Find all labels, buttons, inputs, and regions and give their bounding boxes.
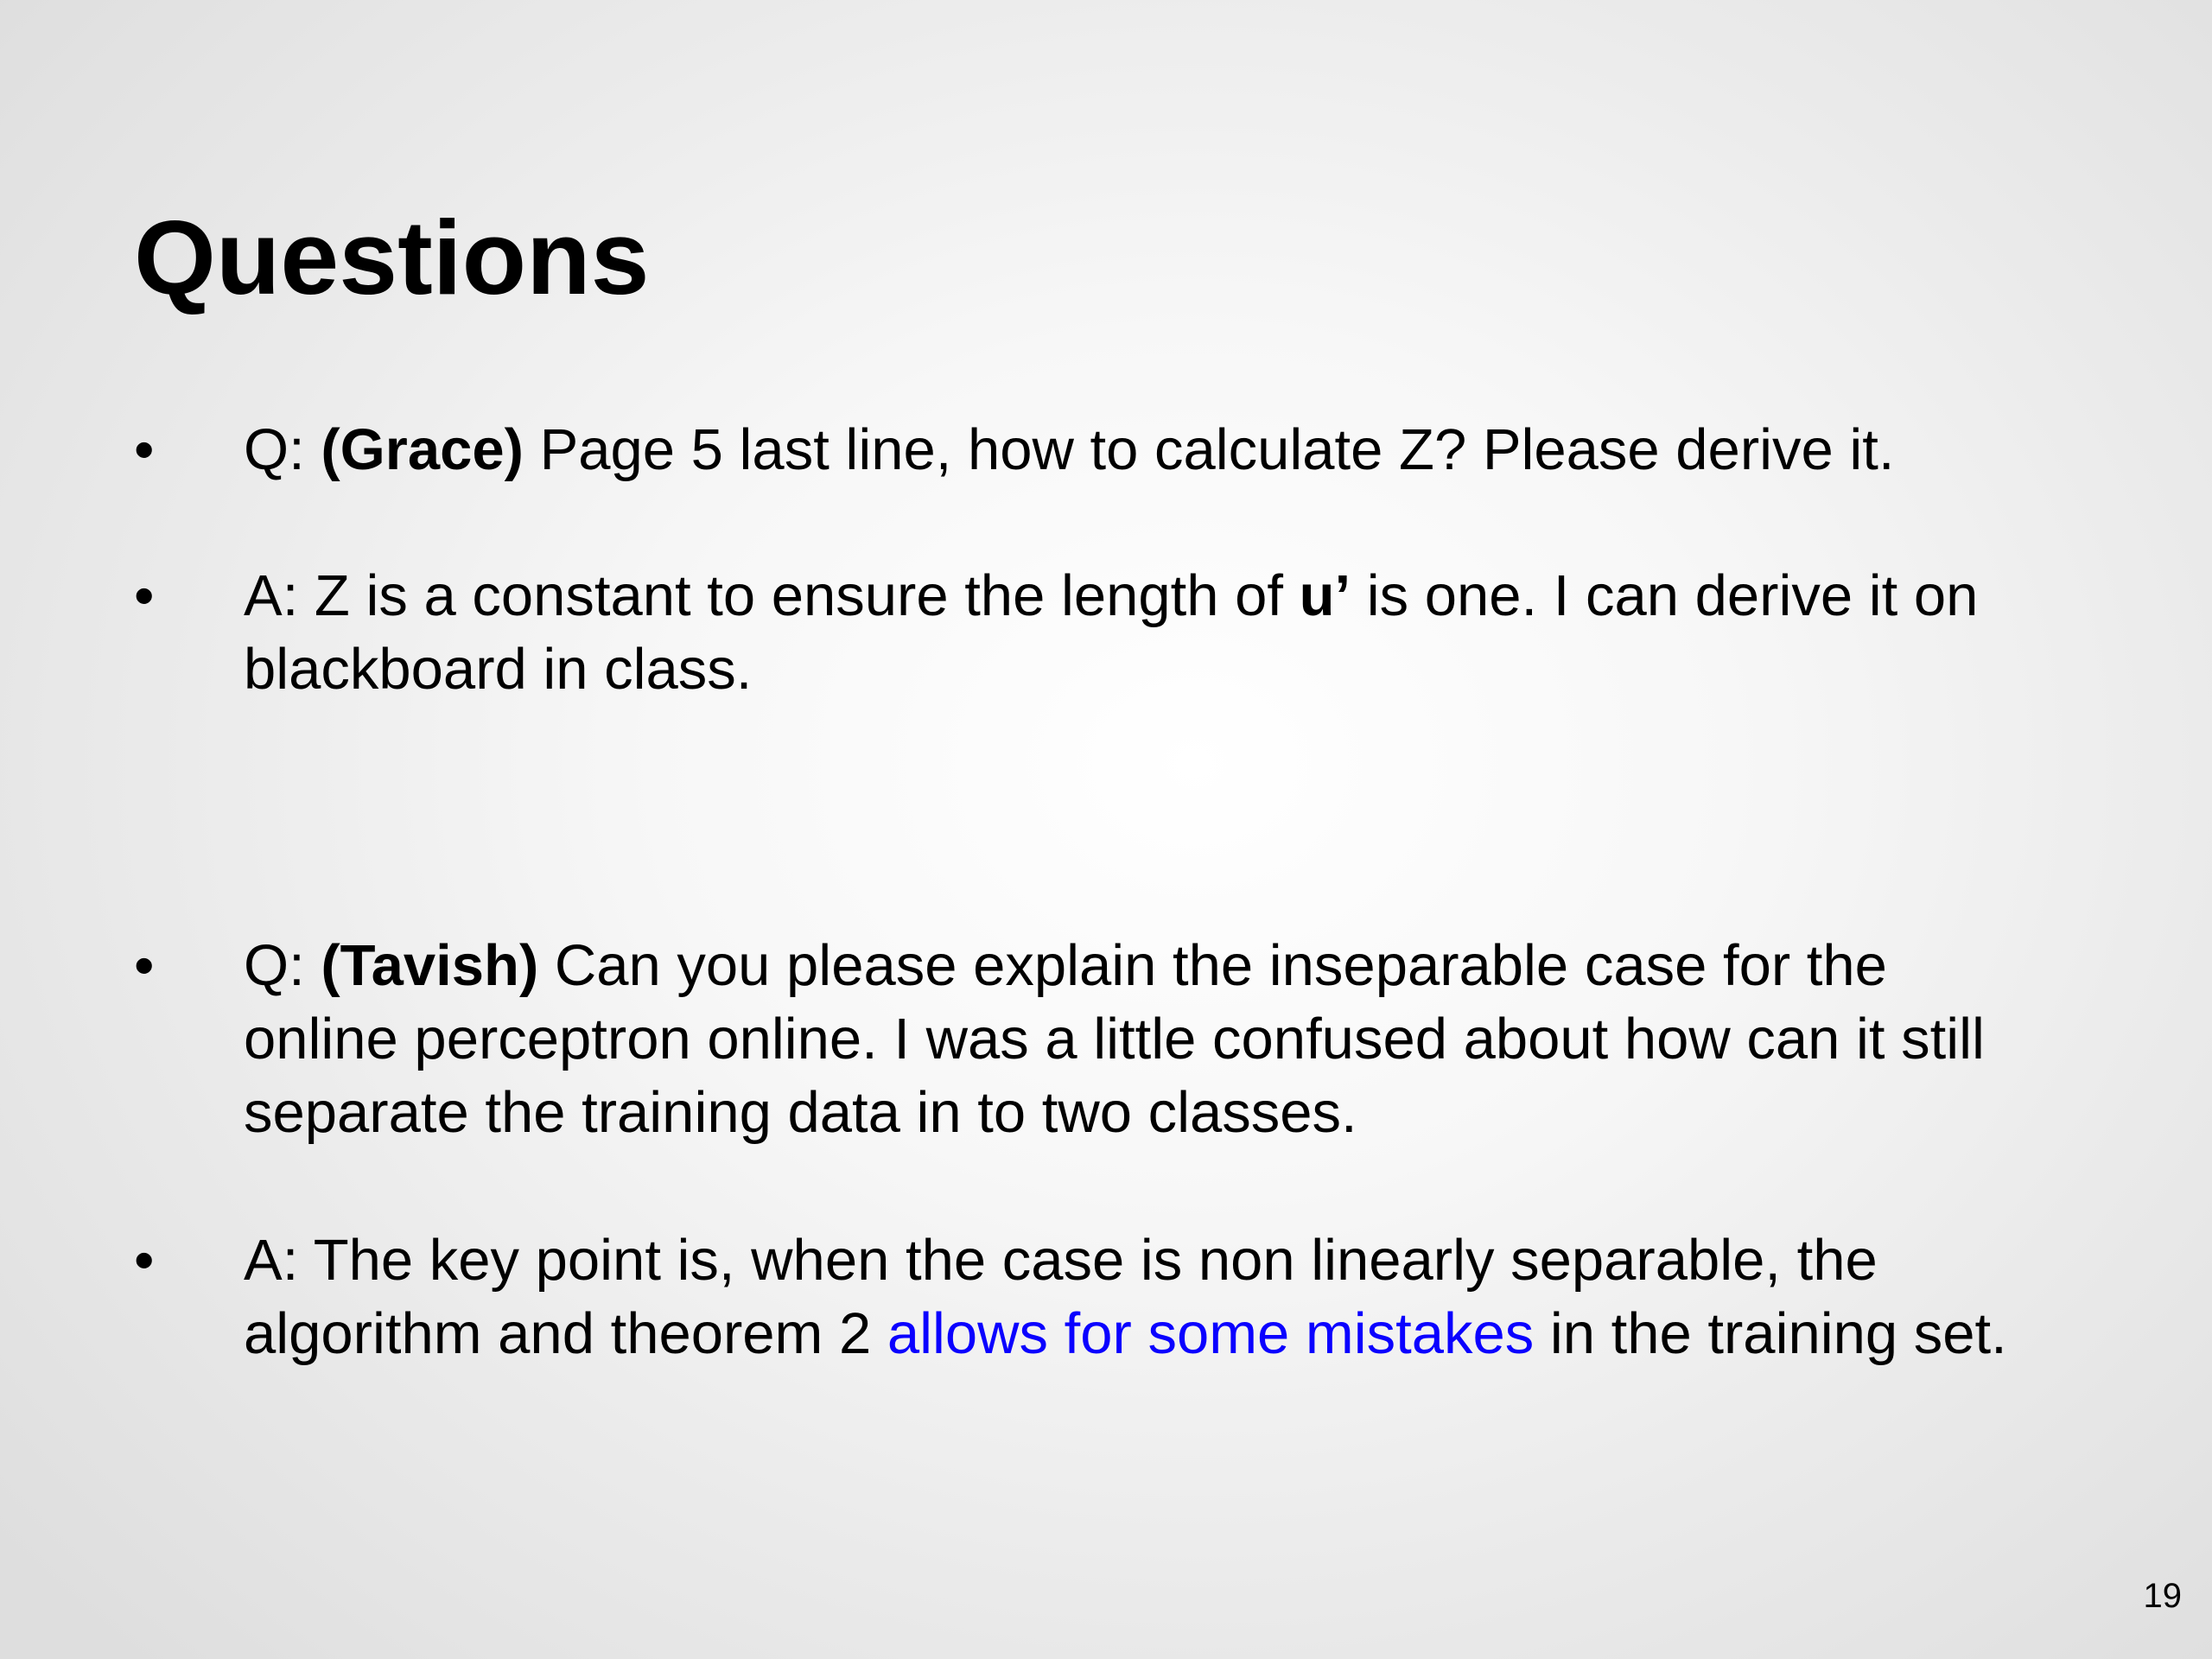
question-prefix: Q: <box>244 417 321 482</box>
bullet-item-answer-2 <box>134 1224 2035 1370</box>
answer-prefix: A: The key point is, when the case is non linearly separable, the algorithm and theorem 2 <box>244 1228 1878 1366</box>
question-text: Page 5 last line, how to calculate Z? Please derive it. <box>523 417 1895 482</box>
question-text: Can you please explain the inseparable case for the online perceptron online. I was a little confused about how can it still separate the training data in to two classes. <box>244 933 1985 1145</box>
page-number: 19 <box>2143 1577 2182 1615</box>
highlighted-phrase: allows for some mistakes <box>887 1301 1535 1366</box>
bullet-marker: • <box>134 417 155 482</box>
answer-text: is one. I can derive it on blackboard in class. <box>244 563 1979 702</box>
bullet-marker: • <box>134 1228 155 1293</box>
question-prefix: Q: <box>244 933 321 998</box>
bullet-item-question-grace <box>134 413 2035 486</box>
bold-term: u’ <box>1299 563 1351 628</box>
bullet-text <box>244 559 2011 706</box>
bullet-marker: • <box>134 563 155 628</box>
bullet-text <box>244 413 2011 486</box>
bullet-text <box>244 929 2011 1149</box>
slide-title: Questions <box>134 199 650 316</box>
answer-text: in the training set. <box>1534 1301 2007 1366</box>
answer-prefix: A: Z is a constant to ensure the length of <box>244 563 1300 628</box>
bullet-marker: • <box>134 933 155 998</box>
bullet-text <box>244 1224 2011 1370</box>
bullet-item-answer-1 <box>134 559 2035 706</box>
asker-name: (Grace) <box>321 417 524 482</box>
bullet-item-question-tavish <box>134 929 2035 1149</box>
asker-name: (Tavish) <box>321 933 539 998</box>
